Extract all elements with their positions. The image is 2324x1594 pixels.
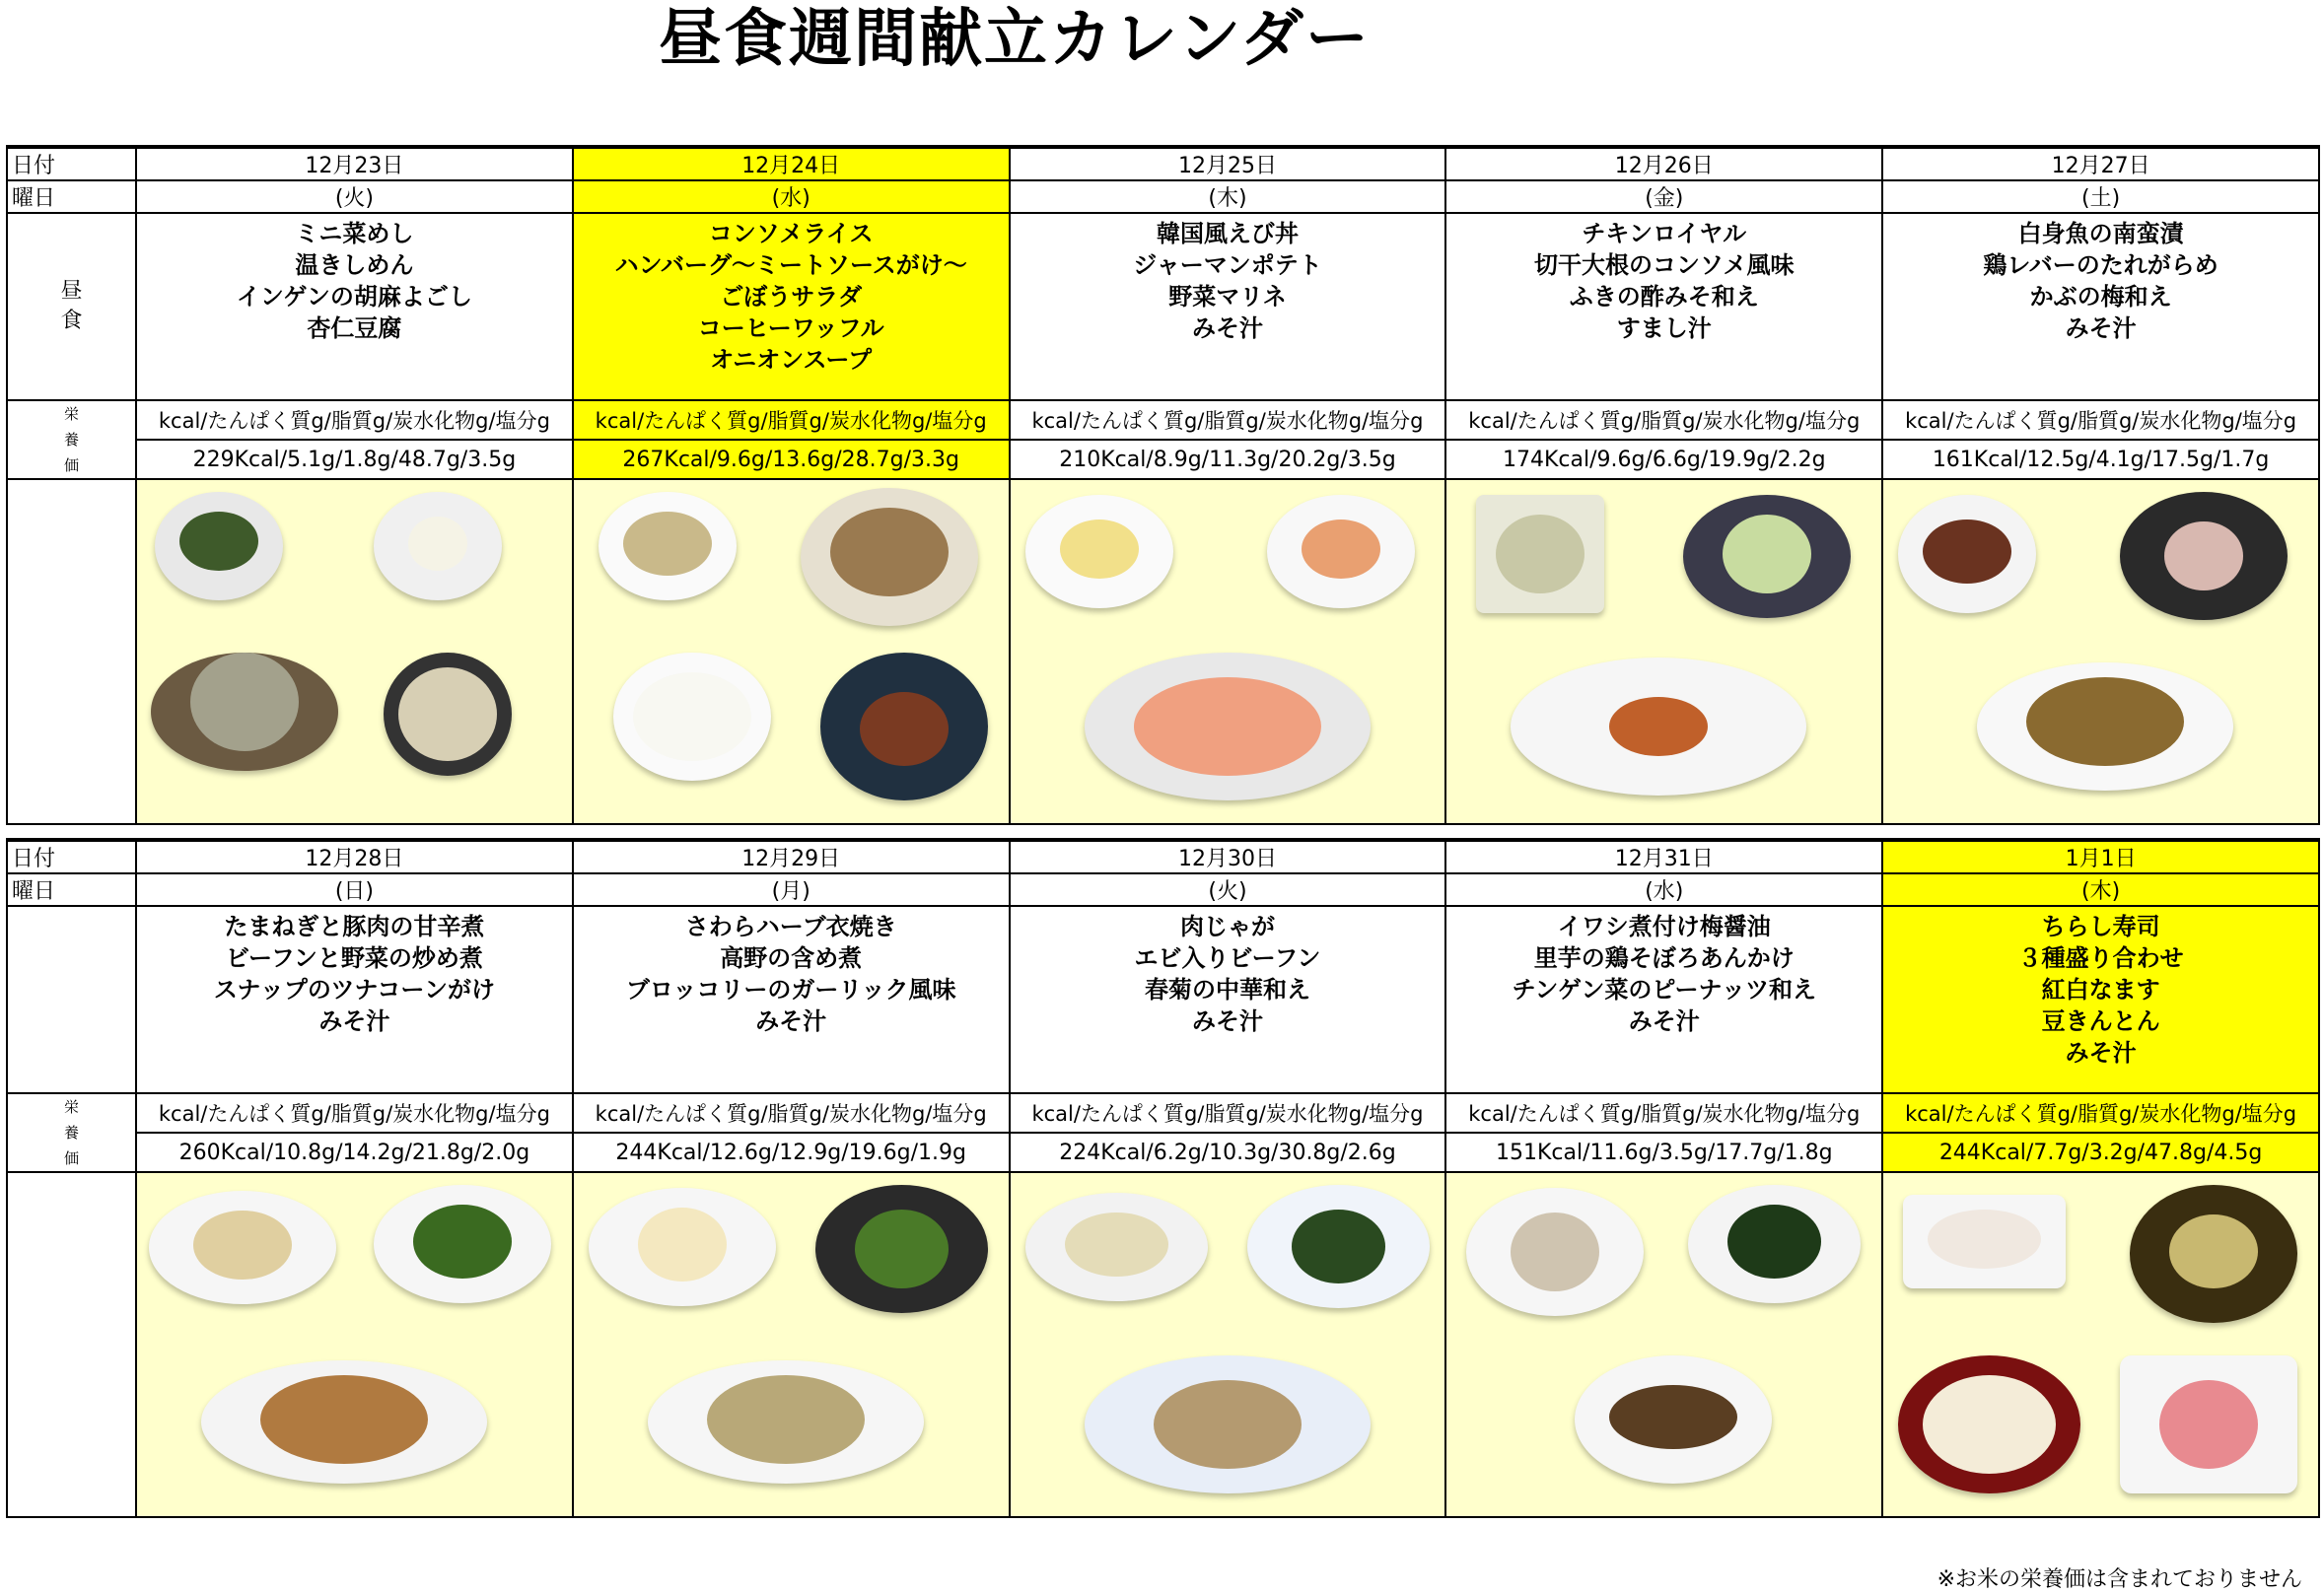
photo-label-empty bbox=[7, 479, 136, 824]
date-cell: 12月25日 bbox=[1010, 147, 1446, 180]
menu-item: 高野の含め煮 bbox=[720, 944, 863, 972]
nutrition-values: 174Kcal/9.6g/6.6g/19.9g/2.2g bbox=[1445, 440, 1882, 479]
menu-item: ハンバーグ～ミートソースがけ～ bbox=[614, 251, 967, 279]
chirashi-sushi bbox=[1923, 1375, 2056, 1474]
dish-bowl bbox=[374, 492, 502, 600]
nutrition-values: 224Kcal/6.2g/10.3g/30.8g/2.6g bbox=[1010, 1133, 1446, 1172]
mame-kinton bbox=[2169, 1214, 2258, 1288]
nutrition-values: 229Kcal/5.1g/1.8g/48.7g/3.5g bbox=[136, 440, 573, 479]
menu-cell bbox=[1010, 213, 1446, 400]
dish-bowl bbox=[1683, 495, 1851, 618]
dish-plate bbox=[2120, 1355, 2297, 1493]
dow-cell: (金) bbox=[1445, 180, 1882, 213]
dish-bowl bbox=[1898, 1355, 2080, 1493]
dow-cell: (日) bbox=[136, 873, 573, 906]
menu-item: コーヒーワッフル bbox=[697, 314, 884, 342]
menu-item: 杏仁豆腐 bbox=[307, 314, 402, 342]
sawara-herb bbox=[707, 1375, 865, 1464]
dow-cell: (火) bbox=[1010, 873, 1446, 906]
menu-item: みそ汁 bbox=[318, 1007, 390, 1035]
dow-cell: (月) bbox=[573, 873, 1010, 906]
menu-cell bbox=[1882, 906, 2319, 1093]
menu-item: すまし汁 bbox=[1616, 314, 1712, 342]
menu-cell bbox=[573, 213, 1010, 400]
shrimp-don bbox=[1134, 677, 1321, 776]
menu-item: みそ汁 bbox=[1191, 1007, 1263, 1035]
dish-plate bbox=[1466, 1188, 1644, 1316]
dish-plate bbox=[1476, 495, 1604, 613]
menu-item: たまねぎと豚肉の甘辛煮 bbox=[224, 913, 485, 940]
menu-item: かぶの梅和え bbox=[2029, 283, 2172, 311]
date-cell: 12月27日 bbox=[1882, 147, 2319, 180]
kiriboshi-daikon bbox=[1496, 515, 1585, 593]
menu-item: インゲンの胡麻よごし bbox=[236, 283, 472, 311]
menu-item: チキンロイヤル bbox=[1582, 220, 1747, 247]
pork-onion bbox=[260, 1375, 428, 1464]
menu-item: 韓国風えび丼 bbox=[1156, 220, 1299, 247]
date-cell: 12月24日 bbox=[573, 147, 1010, 180]
dow-label: 曜日 bbox=[7, 180, 136, 213]
food-photo bbox=[1445, 479, 1882, 824]
dish-plate bbox=[1511, 658, 1806, 796]
menu-cell bbox=[1445, 906, 1882, 1093]
menu-item: さわらハーブ衣焼き bbox=[684, 913, 897, 940]
menu-item: 白身魚の南蛮漬 bbox=[2017, 220, 2184, 247]
lunch-label-char: 食 bbox=[60, 309, 83, 333]
menu-cell bbox=[1010, 906, 1446, 1093]
nutrition-label-char: 養 bbox=[63, 431, 79, 449]
kohaku-namasu bbox=[1928, 1210, 2041, 1269]
food-photo bbox=[1882, 1172, 2319, 1517]
dish-bowl bbox=[1085, 653, 1371, 800]
dish-plate bbox=[648, 1360, 924, 1484]
nutrition-header: kcal/たんぱく質g/脂質g/炭水化物g/塩分g bbox=[1882, 1093, 2319, 1133]
dow-cell: (水) bbox=[1445, 873, 1882, 906]
german-potato bbox=[1060, 520, 1139, 579]
week-table-1 bbox=[6, 145, 2320, 825]
dish-plate bbox=[1267, 495, 1415, 608]
menu-item: 温きしめん bbox=[295, 251, 414, 279]
nutrition-values: 210Kcal/8.9g/11.3g/20.2g/3.5g bbox=[1010, 440, 1446, 479]
kishimen bbox=[398, 667, 497, 761]
consomme-rice bbox=[633, 672, 751, 761]
nutrition-values: 161Kcal/12.5g/4.1g/17.5g/1.7g bbox=[1882, 440, 2319, 479]
menu-item: みそ汁 bbox=[1191, 314, 1263, 342]
dish-bowl bbox=[613, 653, 771, 781]
bihun-stew bbox=[193, 1211, 292, 1280]
shrimp-bihun bbox=[1065, 1213, 1168, 1277]
dow-cell: (木) bbox=[1882, 873, 2319, 906]
menu-item: オニオンスープ bbox=[710, 346, 873, 374]
dish-plate bbox=[1247, 1185, 1430, 1308]
menu-item: ジャーマンポテト bbox=[1133, 251, 1322, 279]
menu-item: 紅白なます bbox=[2041, 976, 2160, 1004]
dish-plate bbox=[155, 492, 283, 600]
food-photo bbox=[573, 1172, 1010, 1517]
dish-plate bbox=[1977, 662, 2233, 791]
menu-item: ふきの酢みそ和え bbox=[1569, 283, 1759, 311]
dish-bowl bbox=[2120, 492, 2288, 620]
vegetable-marinade bbox=[1302, 520, 1380, 579]
date-cell: 12月26日 bbox=[1445, 147, 1882, 180]
menu-item: 肉じゃが bbox=[1179, 913, 1275, 940]
dish-plate bbox=[1903, 1195, 2066, 1288]
menu-item: 里芋の鶏そぼろあんかけ bbox=[1533, 944, 1795, 972]
dish-plate bbox=[599, 492, 737, 600]
dish-plate bbox=[1688, 1185, 1861, 1303]
dow-cell: (水) bbox=[573, 180, 1010, 213]
menu-item: 春菊の中華和え bbox=[1144, 976, 1310, 1004]
menu-item: ブロッコリーのガーリック風味 bbox=[625, 976, 956, 1004]
food-photo bbox=[1010, 479, 1446, 824]
kabu-ume bbox=[2164, 521, 2243, 590]
menu-cell bbox=[136, 213, 573, 400]
nutrition-label bbox=[7, 1093, 136, 1172]
dow-cell: (火) bbox=[136, 180, 573, 213]
koya-tofu bbox=[638, 1208, 727, 1282]
dish-plate bbox=[589, 1188, 776, 1306]
chingensai bbox=[1727, 1205, 1821, 1279]
shungiku bbox=[1292, 1210, 1385, 1283]
nutrition-label-char: 価 bbox=[63, 1149, 79, 1167]
dish-bowl bbox=[384, 653, 512, 776]
menu-item: みそ汁 bbox=[2065, 1039, 2137, 1067]
nutrition-values: 244Kcal/12.6g/12.9g/19.6g/1.9g bbox=[573, 1133, 1010, 1172]
dish-plate bbox=[201, 1360, 487, 1484]
nanbanzuke-fish bbox=[2026, 677, 2184, 766]
nutrition-label-char: 栄 bbox=[63, 1098, 79, 1116]
dish-bowl bbox=[815, 1185, 988, 1313]
nutrition-values: 260Kcal/10.8g/14.2g/21.8g/2.0g bbox=[136, 1133, 573, 1172]
three-assortment bbox=[2159, 1380, 2258, 1469]
footnote: ※お米の栄養価は含まれておりません bbox=[1937, 1567, 2302, 1592]
onigiri bbox=[190, 653, 299, 751]
menu-item: スナップのツナコーンがけ bbox=[213, 976, 495, 1004]
dish-plate bbox=[1025, 1193, 1208, 1301]
dish-plate bbox=[1085, 1355, 1371, 1493]
lunch-label bbox=[7, 213, 136, 400]
dish-plate bbox=[374, 1185, 551, 1303]
date-cell: 12月29日 bbox=[573, 840, 1010, 873]
nutrition-label bbox=[7, 400, 136, 479]
date-cell: 1月1日 bbox=[1882, 840, 2319, 873]
annin-tofu bbox=[408, 517, 467, 571]
coffee-waffle bbox=[830, 508, 949, 596]
date-label: 日付 bbox=[7, 840, 136, 873]
photo-label-empty bbox=[7, 1172, 136, 1517]
menu-item: ミニ菜めし bbox=[295, 220, 414, 247]
date-cell: 12月30日 bbox=[1010, 840, 1446, 873]
food-photo bbox=[1882, 479, 2319, 824]
hamburg bbox=[860, 692, 949, 766]
nutrition-header: kcal/たんぱく質g/脂質g/炭水化物g/塩分g bbox=[1445, 400, 1882, 440]
food-photo bbox=[1445, 1172, 1882, 1517]
snap-peas bbox=[413, 1205, 512, 1279]
dish-plate bbox=[1898, 495, 2036, 613]
menu-item: チンゲン菜のピーナッツ和え bbox=[1512, 976, 1816, 1004]
dish-plate bbox=[1025, 495, 1173, 608]
nutrition-label-char: 栄 bbox=[63, 405, 79, 423]
chicken-liver bbox=[1923, 520, 2011, 584]
fuki-sumiso bbox=[1723, 515, 1811, 593]
menu-item: 鶏レバーのたれがらめ bbox=[1983, 251, 2218, 279]
menu-cell bbox=[573, 906, 1010, 1093]
menu-item: 豆きんとん bbox=[2041, 1007, 2160, 1035]
nutrition-header: kcal/たんぱく質g/脂質g/炭水化物g/塩分g bbox=[573, 1093, 1010, 1133]
menu-item: みそ汁 bbox=[755, 1007, 827, 1035]
food-photo bbox=[1010, 1172, 1446, 1517]
menu-item: ３種盛り合わせ bbox=[2017, 944, 2184, 972]
menu-item: コンソメライス bbox=[708, 220, 874, 247]
dow-cell: (木) bbox=[1010, 180, 1446, 213]
menu-item: イワシ煮付け梅醤油 bbox=[1557, 913, 1771, 940]
nutrition-values: 267Kcal/9.6g/13.6g/28.7g/3.3g bbox=[573, 440, 1010, 479]
menu-cell bbox=[1882, 213, 2319, 400]
dish-plate bbox=[820, 653, 988, 800]
nutrition-header: kcal/たんぱく質g/脂質g/炭水化物g/塩分g bbox=[1445, 1093, 1882, 1133]
dow-label: 曜日 bbox=[7, 873, 136, 906]
date-cell: 12月31日 bbox=[1445, 840, 1882, 873]
nutrition-values: 244Kcal/7.7g/3.2g/47.8g/4.5g bbox=[1882, 1133, 2319, 1172]
broccoli-garlic bbox=[855, 1210, 949, 1288]
dish-bowl bbox=[2130, 1185, 2297, 1323]
week-table-2 bbox=[6, 838, 2320, 1518]
nutrition-header: kcal/たんぱく質g/脂質g/炭水化物g/塩分g bbox=[1882, 400, 2319, 440]
green-beans bbox=[179, 512, 258, 571]
date-cell: 12月23日 bbox=[136, 147, 573, 180]
nutrition-header: kcal/たんぱく質g/脂質g/炭水化物g/塩分g bbox=[1010, 1093, 1446, 1133]
dish-plate bbox=[151, 653, 338, 771]
nutrition-label-char: 養 bbox=[63, 1124, 79, 1142]
page-title: 昼食週間献立カレンダー bbox=[659, 3, 1371, 76]
nutrition-values: 151Kcal/11.6g/3.5g/17.7g/1.8g bbox=[1445, 1133, 1882, 1172]
menu-item: エビ入りビーフン bbox=[1134, 944, 1321, 972]
nutrition-header: kcal/たんぱく質g/脂質g/炭水化物g/塩分g bbox=[1010, 400, 1446, 440]
food-photo bbox=[136, 479, 573, 824]
iwashi-nitsuke bbox=[1609, 1385, 1737, 1449]
food-photo bbox=[136, 1172, 573, 1517]
nutrition-header: kcal/たんぱく質g/脂質g/炭水化物g/塩分g bbox=[136, 400, 573, 440]
menu-item: みそ汁 bbox=[1628, 1007, 1700, 1035]
menu-item: ごぼうサラダ bbox=[720, 283, 863, 311]
gobo-salad bbox=[623, 512, 712, 576]
menu-item: ビーフンと野菜の炒め煮 bbox=[225, 944, 483, 972]
menu-item: 切干大根のコンソメ風味 bbox=[1534, 251, 1795, 279]
dish-plate bbox=[149, 1191, 336, 1304]
dow-cell: (土) bbox=[1882, 180, 2319, 213]
date-label: 日付 bbox=[7, 147, 136, 180]
nutrition-header: kcal/たんぱく質g/脂質g/炭水化物g/塩分g bbox=[573, 400, 1010, 440]
chicken-royal bbox=[1609, 697, 1708, 756]
nutrition-header: kcal/たんぱく質g/脂質g/炭水化物g/塩分g bbox=[136, 1093, 573, 1133]
food-photo bbox=[573, 479, 1010, 824]
dish-bowl bbox=[1575, 1355, 1772, 1484]
menu-item: 野菜マリネ bbox=[1168, 283, 1287, 311]
nikujaga bbox=[1154, 1380, 1302, 1469]
date-cell: 12月28日 bbox=[136, 840, 573, 873]
menu-item: ちらし寿司 bbox=[2041, 913, 2160, 940]
dish-plate bbox=[801, 488, 978, 626]
satoimo bbox=[1511, 1213, 1599, 1291]
menu-cell bbox=[1445, 213, 1882, 400]
lunch-label-char: 昼 bbox=[60, 279, 83, 304]
menu-cell bbox=[136, 906, 573, 1093]
nutrition-label-char: 価 bbox=[63, 456, 79, 474]
lunch-label-empty bbox=[7, 906, 136, 1093]
menu-item: みそ汁 bbox=[2065, 314, 2137, 342]
